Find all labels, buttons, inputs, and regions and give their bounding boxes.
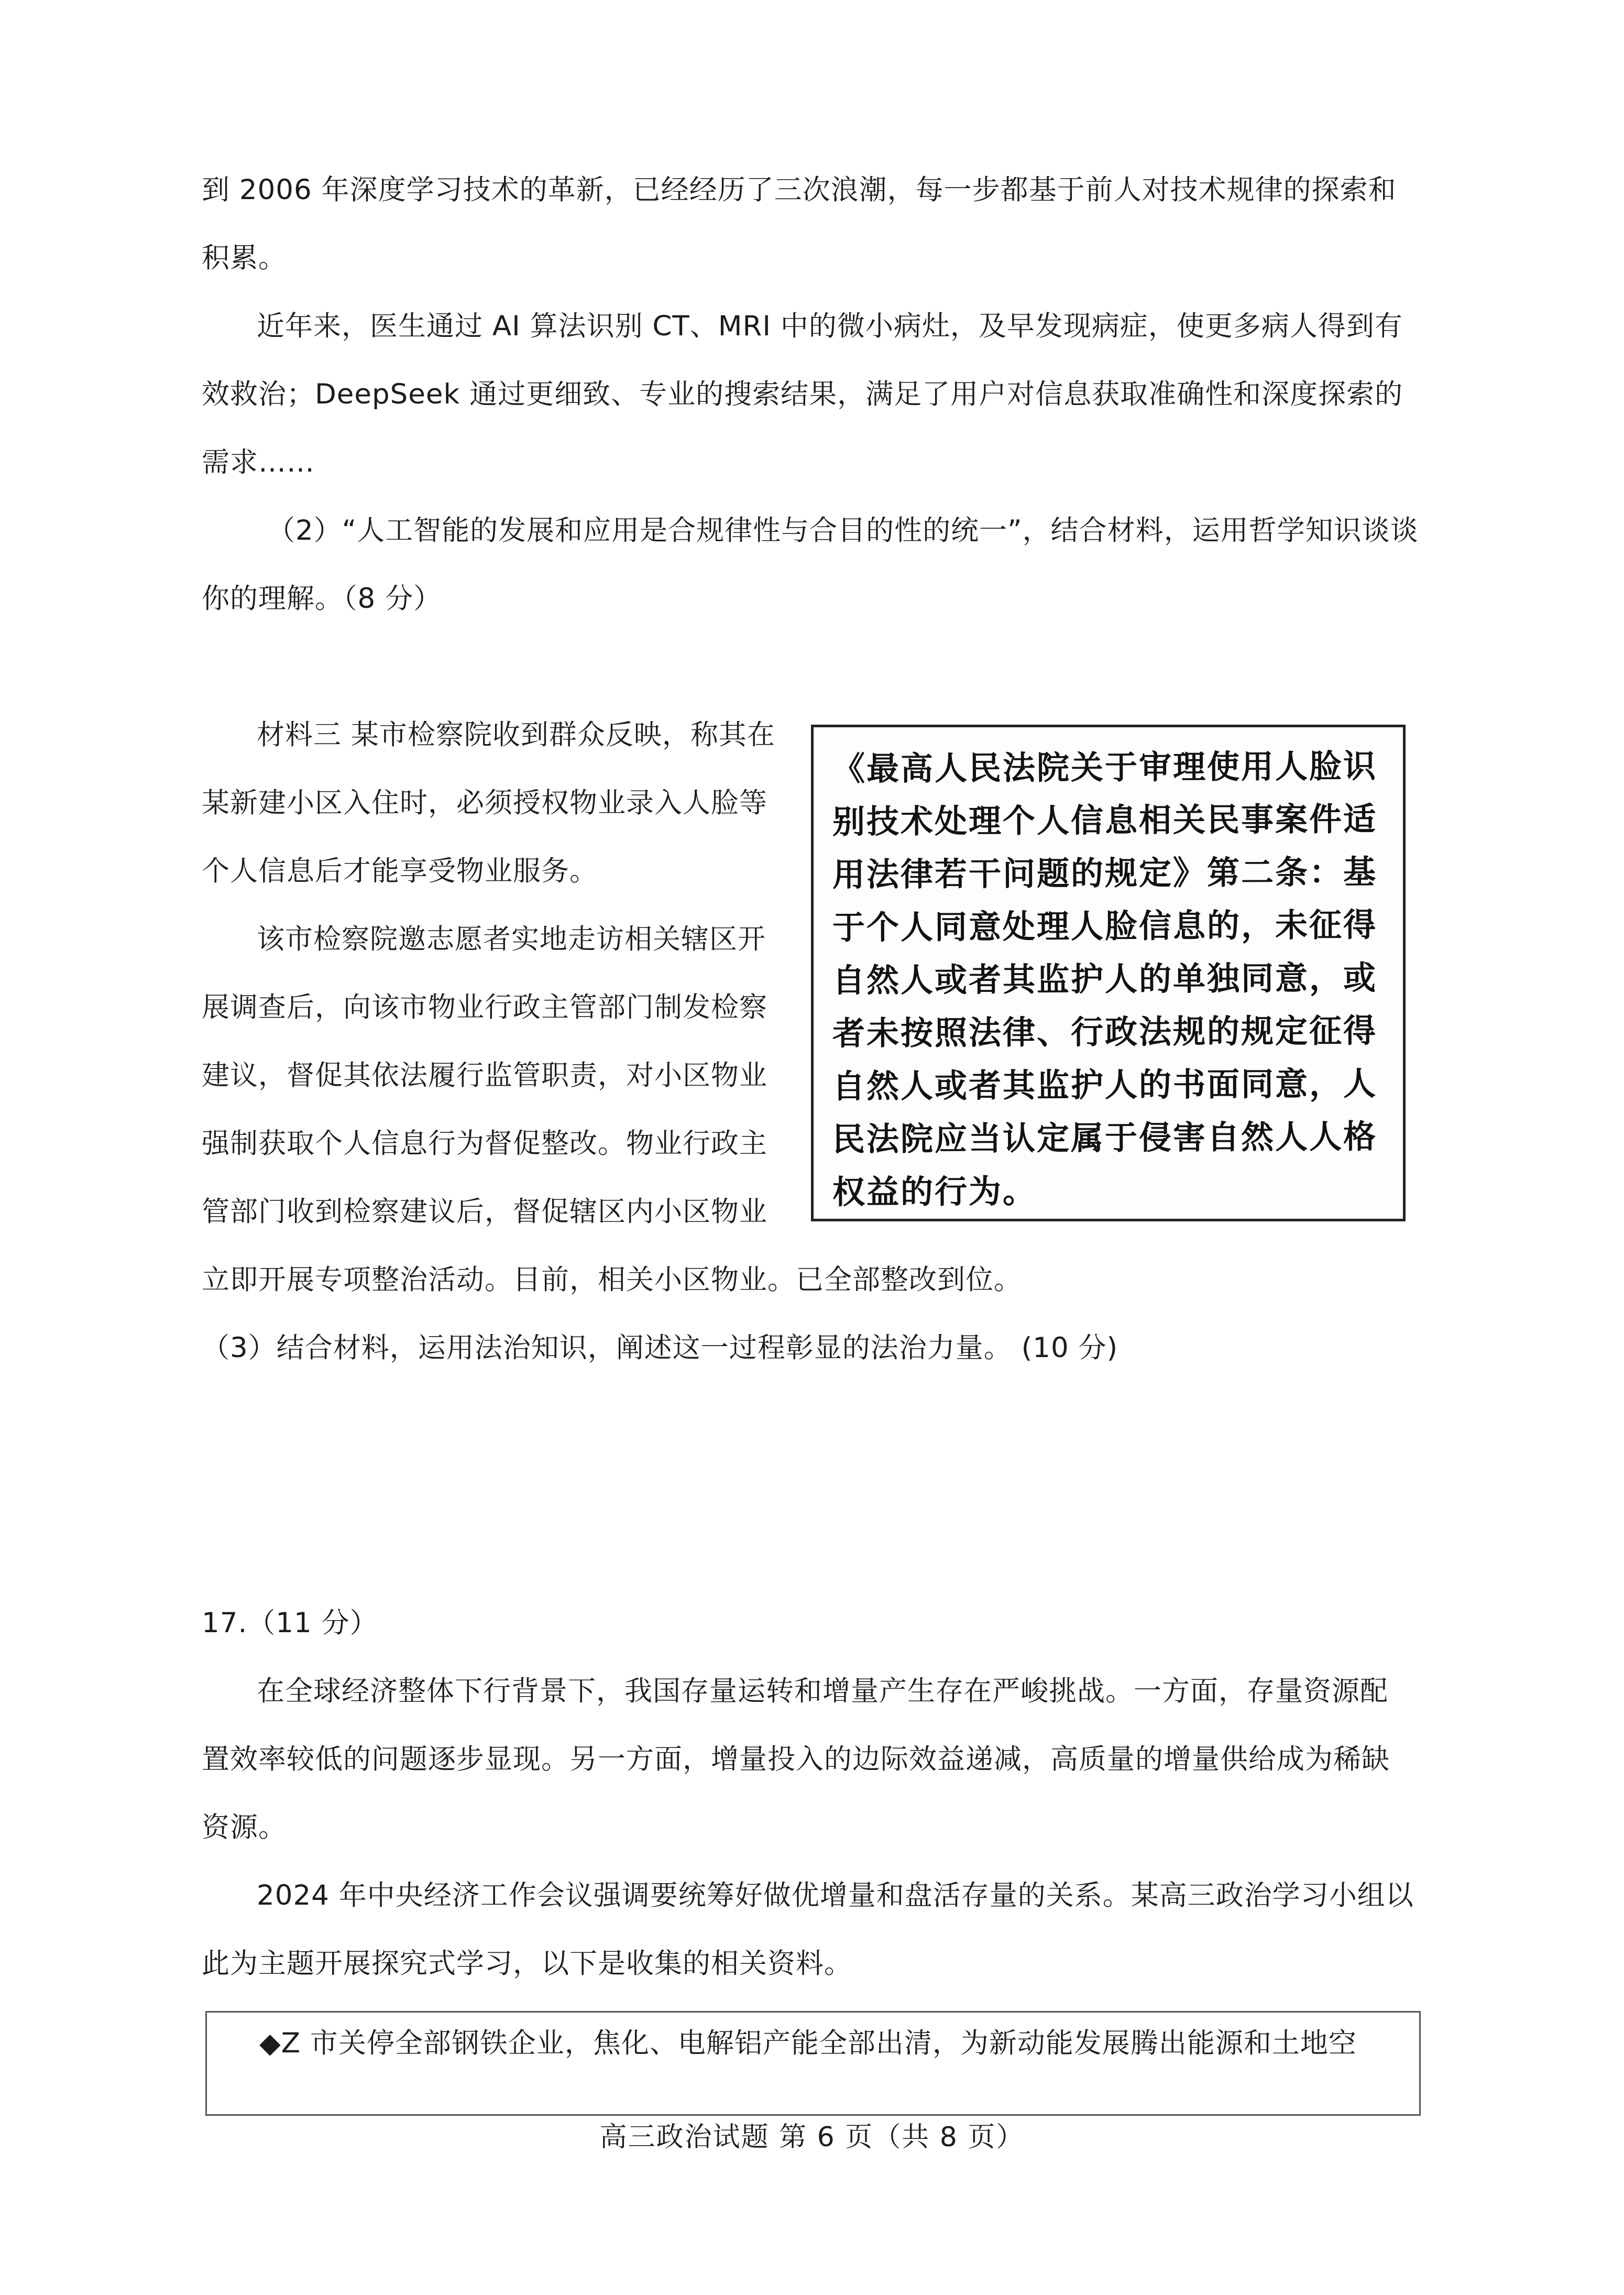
material-3-line-6: 建议，督促其依法履行监管职责，对小区物业: [202, 1059, 767, 1091]
material-3-line-2: 某新建小区入住时，必须授权物业录入人脸等: [202, 787, 767, 819]
question-17-paragraph-2-line-2: 此为主题开展探究式学习，以下是收集的相关资料。: [202, 1948, 852, 1980]
law-excerpt-line-7: 自然人或者其监护人的书面同意，人: [832, 1064, 1378, 1106]
material-3-line-8: 管部门收到检察建议后，督促辖区内小区物业: [202, 1196, 767, 1228]
question-17-paragraph-1-line-3: 资源。: [202, 1811, 287, 1843]
law-excerpt-line-6: 者未按照法律、行政法规的规定征得: [832, 1011, 1378, 1053]
law-excerpt-line-5: 自然人或者其监护人的单独同意，或: [832, 958, 1378, 1000]
material-3-line-1: 材料三 某市检察院收到群众反映，称其在: [257, 719, 775, 751]
law-excerpt-line-8: 民法院应当认定属于侵害自然人人格: [832, 1117, 1378, 1159]
law-excerpt-line-3: 用法律若干问题的规定》第二条：基: [832, 853, 1378, 894]
law-excerpt-line-9: 权益的行为。: [832, 1172, 1037, 1211]
material-3-line-3: 个人信息后才能享受物业服务。: [202, 855, 598, 887]
question-17-paragraph-1-line-1: 在全球经济整体下行背景下，我国存量运转和增量产生存在严峻挑战。一方面，存量资源配: [257, 1675, 1388, 1707]
law-excerpt-line-4: 于个人同意处理人脸信息的，未征得: [832, 905, 1378, 947]
question-3: （3）结合材料，运用法治知识，阐述这一过程彰显的法治力量。 (10 分): [202, 1332, 1118, 1364]
intro-line-3: 近年来，医生通过 AI 算法识别 CT、MRI 中的微小病灶，及早发现病症，使更多病人得到有: [257, 310, 1403, 342]
material-3-line-4: 该市检察院邀志愿者实地走访相关辖区开: [257, 923, 766, 955]
question-17-heading: 17.（11 分）: [202, 1607, 378, 1639]
law-excerpt-line-2: 别技术处理个人信息相关民事案件适: [832, 800, 1378, 841]
question-17-paragraph-1-line-2: 置效率较低的问题逐步显现。另一方面，增量投入的边际效益递减，高质量的增量供给成为稀缺: [202, 1743, 1390, 1775]
question-17-paragraph-2-line-1: 2024 年中央经济工作会议强调要统筹好做优增量和盘活存量的关系。某高三政治学习小组以: [257, 1879, 1414, 1911]
resource-box-line-1: ◆Z 市关停全部钢铁企业，焦化、电解铝产能全部出清，为新动能发展腾出能源和土地空: [259, 2027, 1357, 2059]
question-2-line-2: 你的理解。（8 分）: [202, 583, 442, 615]
material-3-line-5: 展调查后，向该市物业行政主管部门制发检察: [202, 991, 767, 1023]
law-excerpt-line-1: 《最高人民法院关于审理使用人脸识: [832, 747, 1378, 788]
question-2-line-1: （2）“人工智能的发展和应用是合规律性与合目的性的统一”，结合材料，运用哲学知识谈谈: [267, 515, 1419, 547]
material-3-line-9: 立即开展专项整治活动。目前，相关小区物业。已全部整改到位。: [202, 1264, 1022, 1296]
page-footer: 高三政治试题 第 6 页（共 8 页）: [599, 2122, 1025, 2153]
resource-box: [205, 2011, 1421, 2116]
material-3-line-7: 强制获取个人信息行为督促整改。物业行政主: [202, 1128, 767, 1160]
intro-line-4: 效救治；DeepSeek 通过更细致、专业的搜索结果，满足了用户对信息获取准确性和深度探索的: [202, 378, 1403, 410]
law-excerpt-box: [811, 725, 1406, 1221]
intro-line-1: 到 2006 年深度学习技术的革新，已经经历了三次浪潮，每一步都基于前人对技术规律的探索和: [202, 174, 1397, 206]
intro-line-5: 需求……: [202, 446, 315, 478]
intro-line-2: 积累。: [202, 242, 287, 274]
